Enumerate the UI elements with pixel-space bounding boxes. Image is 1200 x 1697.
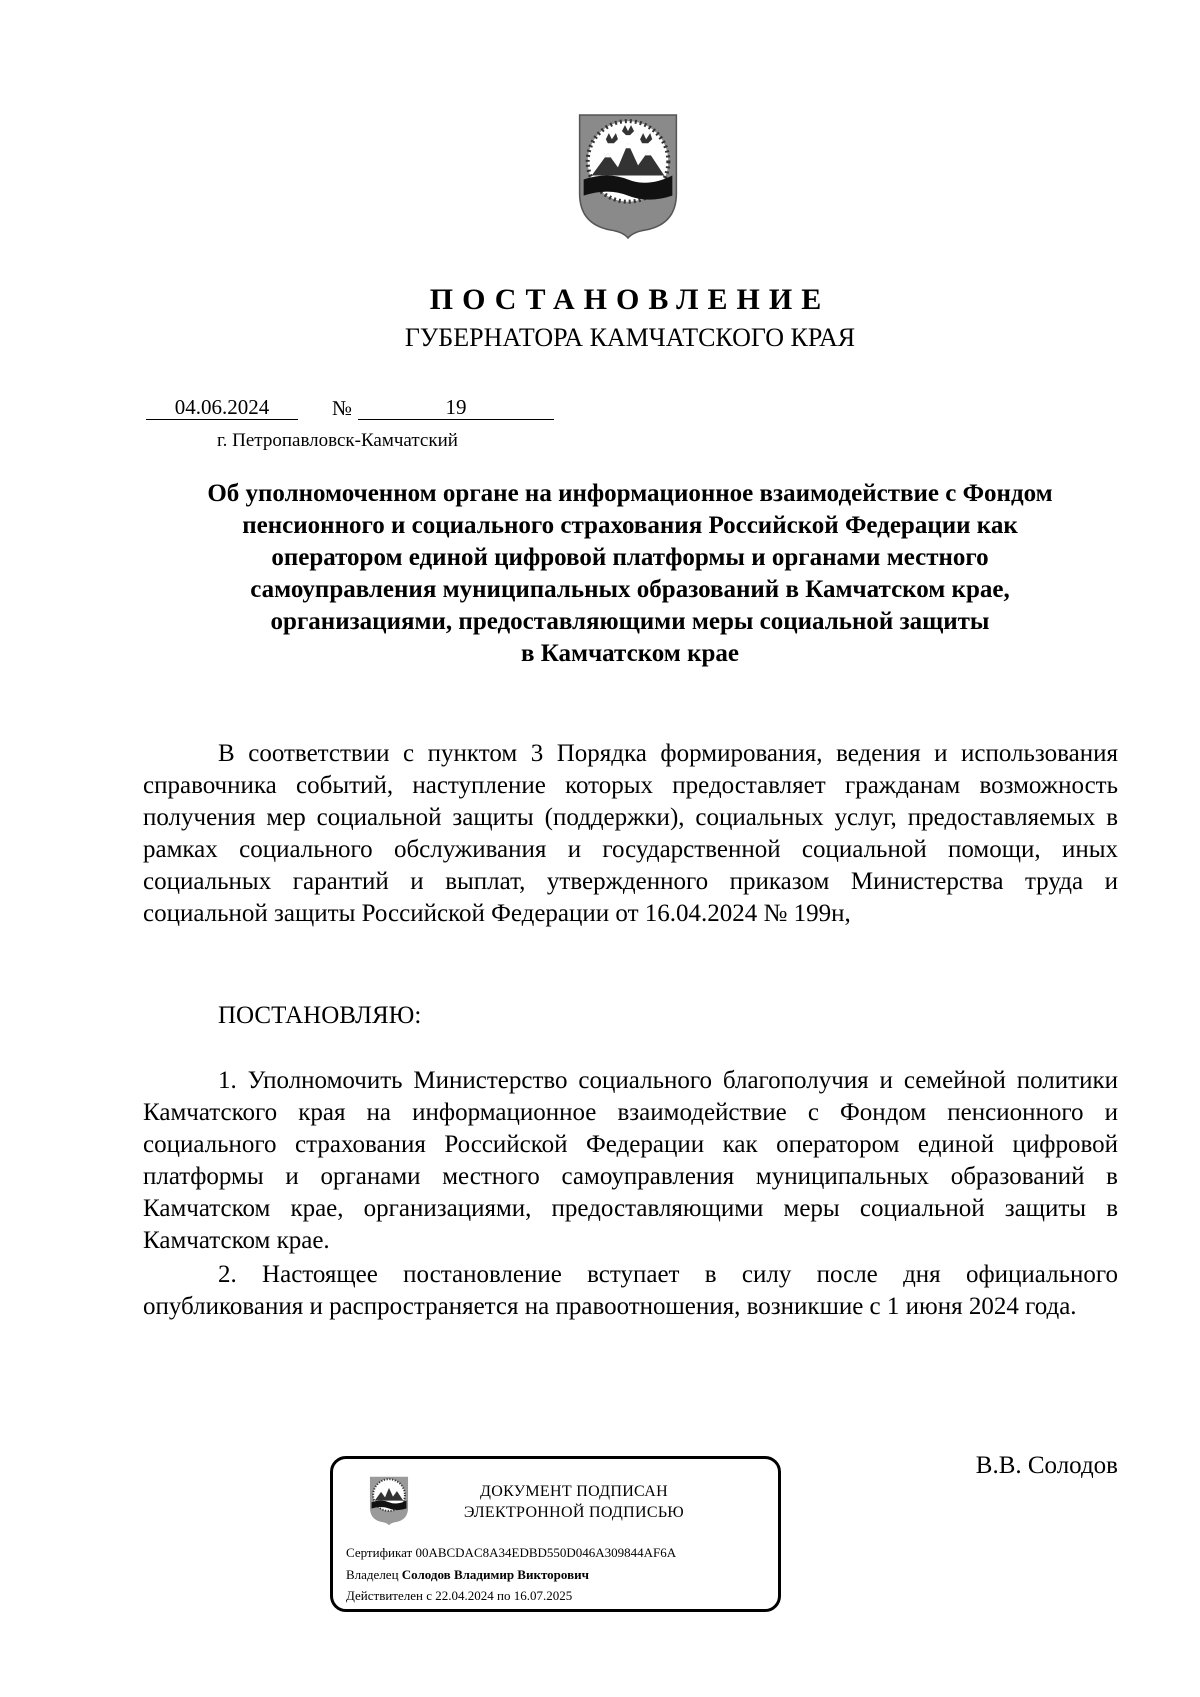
item-1-paragraph: [143, 1065, 1118, 1257]
certificate-label: Сертификат: [346, 1545, 413, 1560]
stamp-title-line-2: ЭЛЕКТРОННОЙ ПОДПИСЬЮ: [463, 1504, 685, 1521]
document-number: 19: [358, 395, 554, 420]
electronic-signature-stamp: [330, 1456, 781, 1612]
subject-line: оператором единой цифровой платформы и органами местного: [271, 544, 989, 571]
valid-from-date: 22.04.2024: [435, 1588, 494, 1603]
subject-line: в Камчатском крае: [521, 640, 739, 667]
stamp-emblem-icon: [369, 1476, 409, 1526]
document-type: ПОСТАНОВЛЕНИЕ: [429, 283, 831, 316]
resolve-heading: ПОСТАНОВЛЯЮ:: [218, 1002, 422, 1029]
document-date: 04.06.2024: [146, 395, 298, 420]
subject-line: Об уполномоченном органе на информационное взаимодействие с Фондом: [207, 480, 1053, 507]
certificate-line: [346, 1545, 676, 1561]
stamp-title: [429, 1481, 719, 1523]
item-2-text: 2. Настоящее постановление вступает в силу после дня официального опубликования и распространяется на правоотношения, возникшие с 1 июня 2024 года.: [143, 1261, 1118, 1320]
preamble-text: В соответствии с пунктом 3 Порядка формирования, ведения и использования справочника событий, наступление которых предоставляет гражданам возможность получения мер социальной защиты (поддержки), социальных услуг, предоставляемых в рамках социального обслуживания и государственной социальной помощи, иных социальных гарантий и выплат, утвержденного приказом Министерства труда и социальной защиты Российской Федерации от 16.04.2024 № 199н,: [143, 740, 1118, 927]
certificate-value: 00ABCDAC8A34EDBD550D046A309844AF6A: [415, 1545, 677, 1560]
number-sign: №: [332, 396, 353, 420]
city: г. Петропавловск-Камчатский: [217, 430, 458, 451]
valid-from-label: Действителен с: [346, 1588, 432, 1603]
validity-line: [346, 1588, 572, 1604]
item-2-paragraph: [143, 1259, 1118, 1323]
signer-name: В.В. Солодов: [975, 1452, 1118, 1479]
owner-value: Солодов Владимир Викторович: [401, 1567, 589, 1582]
item-1-text: 1. Уполномочить Министерство социального благополучия и семейной политики Камчатского края на информационное взаимодействие с Фондом пенсионного и социального страхования Российской Федерации как оператором единой цифровой платформы и органами местного самоуправления муниципальных образований в Камчатском крае, организациями, предоставляющими меры социальной защиты в Камчатском крае.: [143, 1067, 1118, 1254]
coat-of-arms-icon: [577, 113, 679, 240]
subject-line: самоуправления муниципальных образований в Камчатском крае,: [250, 576, 1010, 603]
owner-line: [346, 1567, 589, 1583]
document-subject: [130, 478, 1130, 670]
preamble-paragraph: [143, 738, 1118, 930]
issuer-title: ГУБЕРНАТОРА КАМЧАТСКОГО КРАЯ: [404, 323, 856, 352]
valid-to-label: по: [497, 1588, 511, 1603]
valid-to-date: 16.07.2025: [513, 1588, 573, 1603]
date-number-line: [146, 396, 554, 424]
stamp-title-line-1: ДОКУМЕНТ ПОДПИСАН: [480, 1483, 668, 1500]
subject-line: пенсионного и социального страхования Российской Федерации как: [242, 512, 1018, 539]
owner-label: Владелец: [346, 1567, 399, 1582]
subject-line: организациями, предоставляющими меры социальной защиты: [270, 608, 990, 635]
